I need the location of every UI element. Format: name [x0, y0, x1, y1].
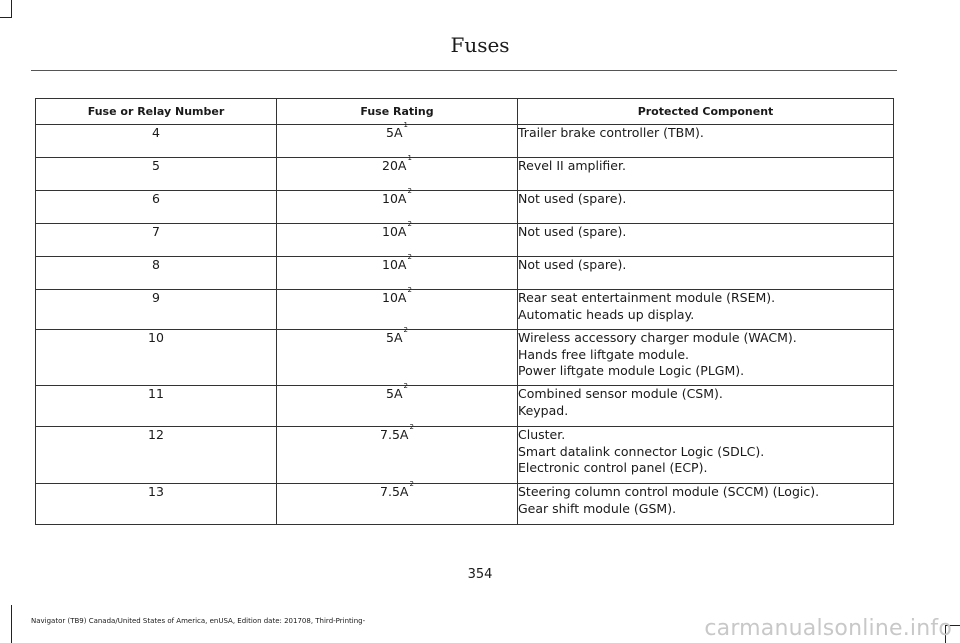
fuse-rating-value: 7.5A: [380, 484, 409, 499]
fuse-rating-cell: [277, 480, 518, 525]
fuse-rating-value: 5A: [386, 125, 403, 140]
fuse-rating-value: 10A: [382, 224, 407, 239]
fuse-number-cell: 6: [36, 191, 277, 224]
footnote-marker: 1: [407, 154, 412, 162]
protected-component-line: Automatic heads up display.: [518, 306, 695, 322]
fuse-rating-value: 10A: [382, 290, 407, 305]
fuse-rating-cell: [277, 286, 518, 330]
fuse-rating-cell: [277, 220, 518, 257]
protected-component-line: Revel II amplifier.: [518, 158, 626, 173]
fuse-rating-value: 10A: [382, 191, 407, 206]
protected-component-line: Not used (spare).: [518, 224, 627, 239]
crop-mark-top-left-v: [11, 0, 12, 18]
protected-component-line: Rear seat entertainment module (RSEM).: [518, 290, 776, 305]
crop-mark-top-left-h: [0, 17, 12, 18]
table-header-row: [36, 99, 894, 125]
footnote-marker: 2: [409, 480, 414, 488]
protected-component-cell: [518, 224, 894, 257]
protected-component-cell: [518, 427, 894, 484]
fuse-number-cell: 8: [36, 257, 277, 290]
footnote-marker: 2: [409, 423, 414, 431]
column-header-fuse-rating: Fuse Rating: [277, 99, 518, 125]
crop-mark-bottom-left-v: [11, 605, 12, 643]
fuse-table: [35, 98, 894, 525]
fuse-number-cell: 13: [36, 484, 277, 525]
footnote-marker: 2: [407, 187, 412, 195]
column-header-protected-component: Protected Component: [518, 99, 894, 125]
footnote-marker: 1: [403, 121, 408, 129]
page-number: 354: [467, 567, 493, 582]
protected-component-line: Smart datalink connector Logic (SDLC).: [518, 443, 765, 459]
protected-component-line: Electronic control panel (ECP).: [518, 460, 708, 475]
protected-component-line: Not used (spare).: [518, 191, 627, 206]
fuse-rating-cell: [277, 382, 518, 427]
protected-component-cell: [518, 158, 894, 191]
table-row: [36, 125, 894, 158]
column-header-fuse-number: Fuse or Relay Number: [36, 99, 277, 125]
footnote-marker: 2: [407, 220, 412, 228]
fuse-number-cell: 9: [36, 290, 277, 330]
fuse-number-cell: 11: [36, 386, 277, 427]
protected-component-cell: [518, 386, 894, 427]
table-row: [36, 290, 894, 330]
fuse-rating-value: 10A: [382, 257, 407, 272]
table-row: [36, 191, 894, 224]
fuse-rating-cell: [277, 253, 518, 290]
watermark-logo: carmanualsonline.info: [704, 616, 952, 641]
table-row: [36, 257, 894, 290]
table-row: [36, 427, 894, 484]
fuse-rating-value: 5A: [386, 330, 403, 345]
page-title: Fuses: [450, 33, 510, 57]
fuse-rating-value: 20A: [382, 158, 407, 173]
protected-component-cell: [518, 257, 894, 290]
fuse-rating-cell: [277, 121, 518, 158]
footnote-marker: 2: [407, 253, 412, 261]
protected-component-cell: [518, 290, 894, 330]
fuse-number-cell: 7: [36, 224, 277, 257]
protected-component-line: Power liftgate module Logic (PLGM).: [518, 363, 745, 378]
fuse-number-cell: 5: [36, 158, 277, 191]
protected-component-cell: [518, 330, 894, 386]
fuse-rating-cell: [277, 187, 518, 224]
protected-component-line: Steering column control module (SCCM) (Logic).: [518, 484, 820, 499]
table-row: [36, 330, 894, 386]
protected-component-line: Not used (spare).: [518, 257, 627, 272]
protected-component-cell: [518, 125, 894, 158]
protected-component-line: Hands free liftgate module.: [518, 346, 690, 362]
fuse-rating-cell: [277, 154, 518, 191]
fuse-rating-cell: [277, 423, 518, 484]
footnote-marker: 2: [407, 286, 412, 294]
footnote-marker: 2: [403, 382, 408, 390]
protected-component-cell: [518, 484, 894, 525]
fuse-number-cell: 12: [36, 427, 277, 484]
footnote-marker: 2: [403, 326, 408, 334]
title-divider: [31, 70, 897, 71]
protected-component-line: Keypad.: [518, 402, 569, 418]
table-row: [36, 158, 894, 191]
fuse-table-body: [36, 121, 894, 525]
protected-component-line: Trailer brake controller (TBM).: [518, 125, 704, 140]
fuse-rating-value: 5A: [386, 386, 403, 401]
footer-text: Navigator (TB9) Canada/United States of America, enUSA, Edition date: 201708, Third-Printing-: [31, 617, 366, 625]
table-row: [36, 484, 894, 525]
fuse-number-cell: 4: [36, 125, 277, 158]
protected-component-line: Combined sensor module (CSM).: [518, 386, 723, 401]
fuse-rating-cell: [277, 326, 518, 386]
table-row: [36, 224, 894, 257]
protected-component-line: Cluster.: [518, 427, 566, 442]
protected-component-line: Wireless accessory charger module (WACM).: [518, 330, 797, 345]
fuse-number-cell: 10: [36, 330, 277, 386]
protected-component-line: Gear shift module (GSM).: [518, 500, 677, 516]
protected-component-cell: [518, 191, 894, 224]
table-row: [36, 386, 894, 427]
fuse-rating-value: 7.5A: [380, 427, 409, 442]
